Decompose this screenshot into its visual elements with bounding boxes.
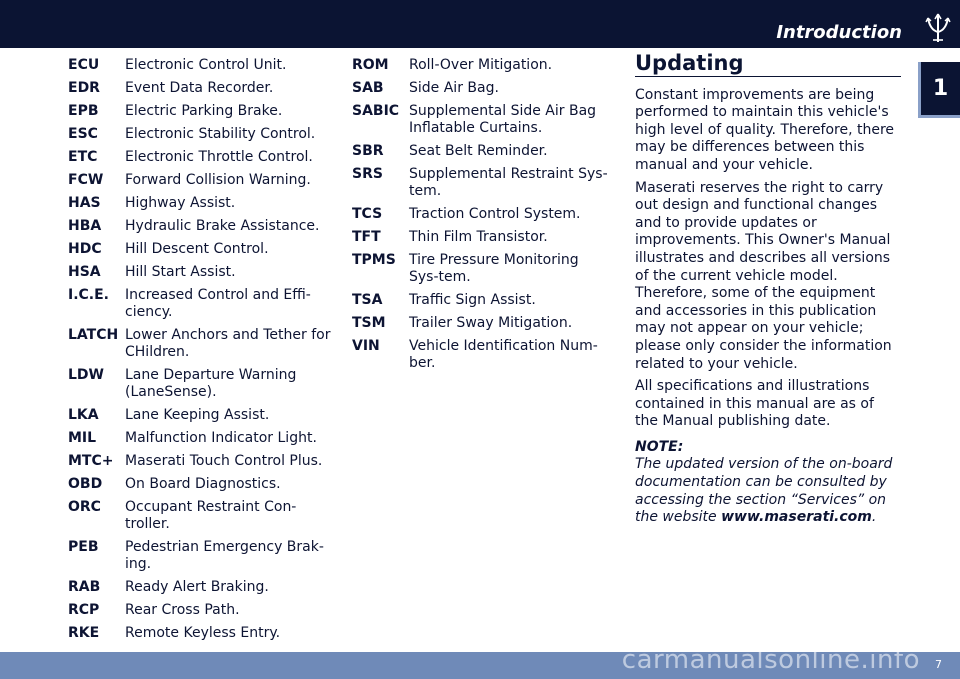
abbreviation-term: TPMS — [352, 252, 396, 268]
abbreviation-term: TSA — [352, 292, 383, 308]
abbreviation-row — [68, 407, 338, 424]
abbreviation-term: TSM — [352, 315, 386, 331]
abbreviation-row — [352, 166, 612, 200]
abbreviation-term: TCS — [352, 206, 383, 222]
abbreviation-row — [352, 57, 612, 74]
abbreviation-definition: Electronic Throttle Control. — [125, 149, 313, 165]
abbreviation-row — [352, 206, 612, 223]
abbreviation-term: RCP — [68, 602, 100, 618]
updating-paragraph-2: Maserati reserves the right to carry out design and functional changes and to provide updates or improvements. This Owner's Manual illustrates and describes all versions of the current vehicle model. Therefore, some of the equipment and accessories in this publication may not appear on your vehicle; please only consider the information related to your vehicle. — [635, 179, 892, 372]
abbreviation-row — [352, 315, 612, 332]
trident-icon — [920, 10, 956, 46]
updating-paragraph-3: All specifications and illustrations contained in this manual are as of the Manual publishing date. — [635, 378, 874, 430]
abbreviation-term: ESC — [68, 126, 98, 142]
abbreviation-definition: Electronic Stability Control. — [125, 126, 316, 142]
abbreviation-row — [68, 103, 338, 120]
abbreviation-row — [68, 602, 338, 619]
abbreviation-row — [68, 579, 338, 596]
abbreviation-row — [352, 338, 612, 372]
abbreviation-term: MTC+ — [68, 453, 114, 469]
abbreviation-row — [68, 367, 338, 401]
abbreviation-definition: Malfunction Indicator Light. — [125, 430, 317, 446]
abbreviation-row — [68, 264, 338, 281]
abbreviation-definition: Traction Control System. — [409, 206, 581, 222]
abbreviation-term: MIL — [68, 430, 97, 446]
abbreviation-term: LDW — [68, 367, 104, 383]
abbreviation-row — [352, 143, 612, 160]
abbreviation-definition: Supplemental Side Air Bag Inflatable Curtains. — [409, 103, 597, 136]
abbreviation-term: RAB — [68, 579, 101, 595]
abbreviation-definition: Forward Collision Warning. — [125, 172, 311, 188]
abbreviation-term: RKE — [68, 625, 100, 641]
abbreviation-row — [68, 80, 338, 97]
abbreviation-term: I.C.E. — [68, 287, 110, 303]
abbreviation-definition: Side Air Bag. — [409, 80, 499, 96]
abbreviation-definition: Event Data Recorder. — [125, 80, 274, 96]
abbreviation-row — [68, 195, 338, 212]
abbreviation-term: FCW — [68, 172, 104, 188]
abbreviation-definition: On Board Diagnostics. — [125, 476, 281, 492]
abbreviation-term: ROM — [352, 57, 389, 73]
abbreviation-row — [68, 172, 338, 189]
abbreviation-term: HDC — [68, 241, 102, 257]
section-title: Introduction — [776, 22, 902, 43]
abbreviation-definition: Traffic Sign Assist. — [409, 292, 536, 308]
abbreviation-row — [352, 229, 612, 246]
abbreviation-term: SRS — [352, 166, 383, 182]
abbreviation-term: PEB — [68, 539, 99, 555]
website-link[interactable]: www.maserati.com — [721, 509, 872, 526]
abbreviation-definition: Electric Parking Brake. — [125, 103, 283, 119]
abbreviation-definition: Vehicle Identification Num-ber. — [409, 338, 598, 371]
abbreviation-row — [68, 149, 338, 166]
abbreviation-definition: Pedestrian Emergency Brak-ing. — [125, 539, 324, 572]
abbreviation-term: SAB — [352, 80, 384, 96]
abbreviation-row — [68, 218, 338, 235]
abbreviation-definition: Occupant Restraint Con-troller. — [125, 499, 297, 532]
abbreviation-definition: Ready Alert Braking. — [125, 579, 269, 595]
abbreviation-definition: Hill Descent Control. — [125, 241, 269, 257]
abbreviation-row — [68, 476, 338, 493]
abbreviation-row — [68, 126, 338, 143]
abbreviations-column-2 — [352, 57, 612, 378]
abbreviation-definition: Maserati Touch Control Plus. — [125, 453, 323, 469]
note-label: NOTE: — [635, 438, 684, 455]
abbreviation-definition: Rear Cross Path. — [125, 602, 240, 618]
abbreviation-row — [68, 57, 338, 74]
abbreviation-row — [68, 327, 338, 361]
abbreviation-row — [68, 453, 338, 470]
note-body: The updated version of the on-board documentation can be consulted by accessing the section “Services” on the website — [635, 456, 893, 526]
abbreviation-term: EDR — [68, 80, 100, 96]
abbreviation-definition: Lane Keeping Assist. — [125, 407, 270, 423]
abbreviation-term: TFT — [352, 229, 381, 245]
abbreviation-row — [352, 252, 612, 286]
abbreviation-definition: Thin Film Transistor. — [409, 229, 548, 245]
chapter-tab[interactable]: 1 — [918, 62, 960, 118]
abbreviation-definition: Highway Assist. — [125, 195, 236, 211]
abbreviation-row — [352, 80, 612, 97]
abbreviation-definition: Seat Belt Reminder. — [409, 143, 548, 159]
abbreviation-row — [68, 625, 338, 642]
abbreviation-term: ECU — [68, 57, 100, 73]
abbreviation-term: HSA — [68, 264, 101, 280]
updating-paragraph-1: Constant improvements are being performed to maintain this vehicle's high level of quality. Therefore, there may be differences between this manual and your vehicle. — [635, 86, 895, 173]
abbreviation-definition: Trailer Sway Mitigation. — [409, 315, 573, 331]
page-number: 7 — [935, 658, 942, 671]
abbreviation-definition: Increased Control and Effi-ciency. — [125, 287, 311, 320]
abbreviation-term: HBA — [68, 218, 102, 234]
abbreviation-definition: Remote Keyless Entry. — [125, 625, 281, 641]
abbreviation-row — [68, 241, 338, 258]
abbreviation-row — [68, 499, 338, 533]
abbreviation-term: EPB — [68, 103, 99, 119]
abbreviation-term: SBR — [352, 143, 384, 159]
abbreviation-term: ORC — [68, 499, 101, 515]
watermark: carmanualsonline.info — [621, 645, 920, 675]
abbreviation-definition: Supplemental Restraint Sys-tem. — [409, 166, 608, 199]
abbreviation-definition: Hill Start Assist. — [125, 264, 236, 280]
abbreviation-term: OBD — [68, 476, 103, 492]
abbreviation-definition: Hydraulic Brake Assistance. — [125, 218, 320, 234]
abbreviation-definition: Lower Anchors and Tether for CHildren. — [125, 327, 331, 360]
abbreviation-term: LKA — [68, 407, 99, 423]
abbreviation-row — [68, 539, 338, 573]
abbreviation-row — [68, 287, 338, 321]
updating-section — [635, 51, 901, 532]
abbreviation-row — [352, 292, 612, 309]
abbreviation-definition: Roll-Over Mitigation. — [409, 57, 553, 73]
abbreviation-definition: Electronic Control Unit. — [125, 57, 287, 73]
abbreviation-term: LATCH — [68, 327, 119, 343]
abbreviation-definition: Tire Pressure Monitoring Sys-tem. — [409, 252, 579, 285]
updating-heading: Updating — [635, 55, 901, 77]
note-end: . — [871, 509, 877, 526]
abbreviations-column-1 — [68, 57, 338, 648]
note-text — [635, 456, 901, 526]
abbreviation-row — [352, 103, 612, 137]
abbreviation-term: HAS — [68, 195, 101, 211]
abbreviation-term: ETC — [68, 149, 98, 165]
abbreviation-term: SABIC — [352, 103, 400, 119]
abbreviation-row — [68, 430, 338, 447]
abbreviation-definition: Lane Departure Warning (LaneSense). — [125, 367, 297, 400]
abbreviation-term: VIN — [352, 338, 380, 354]
